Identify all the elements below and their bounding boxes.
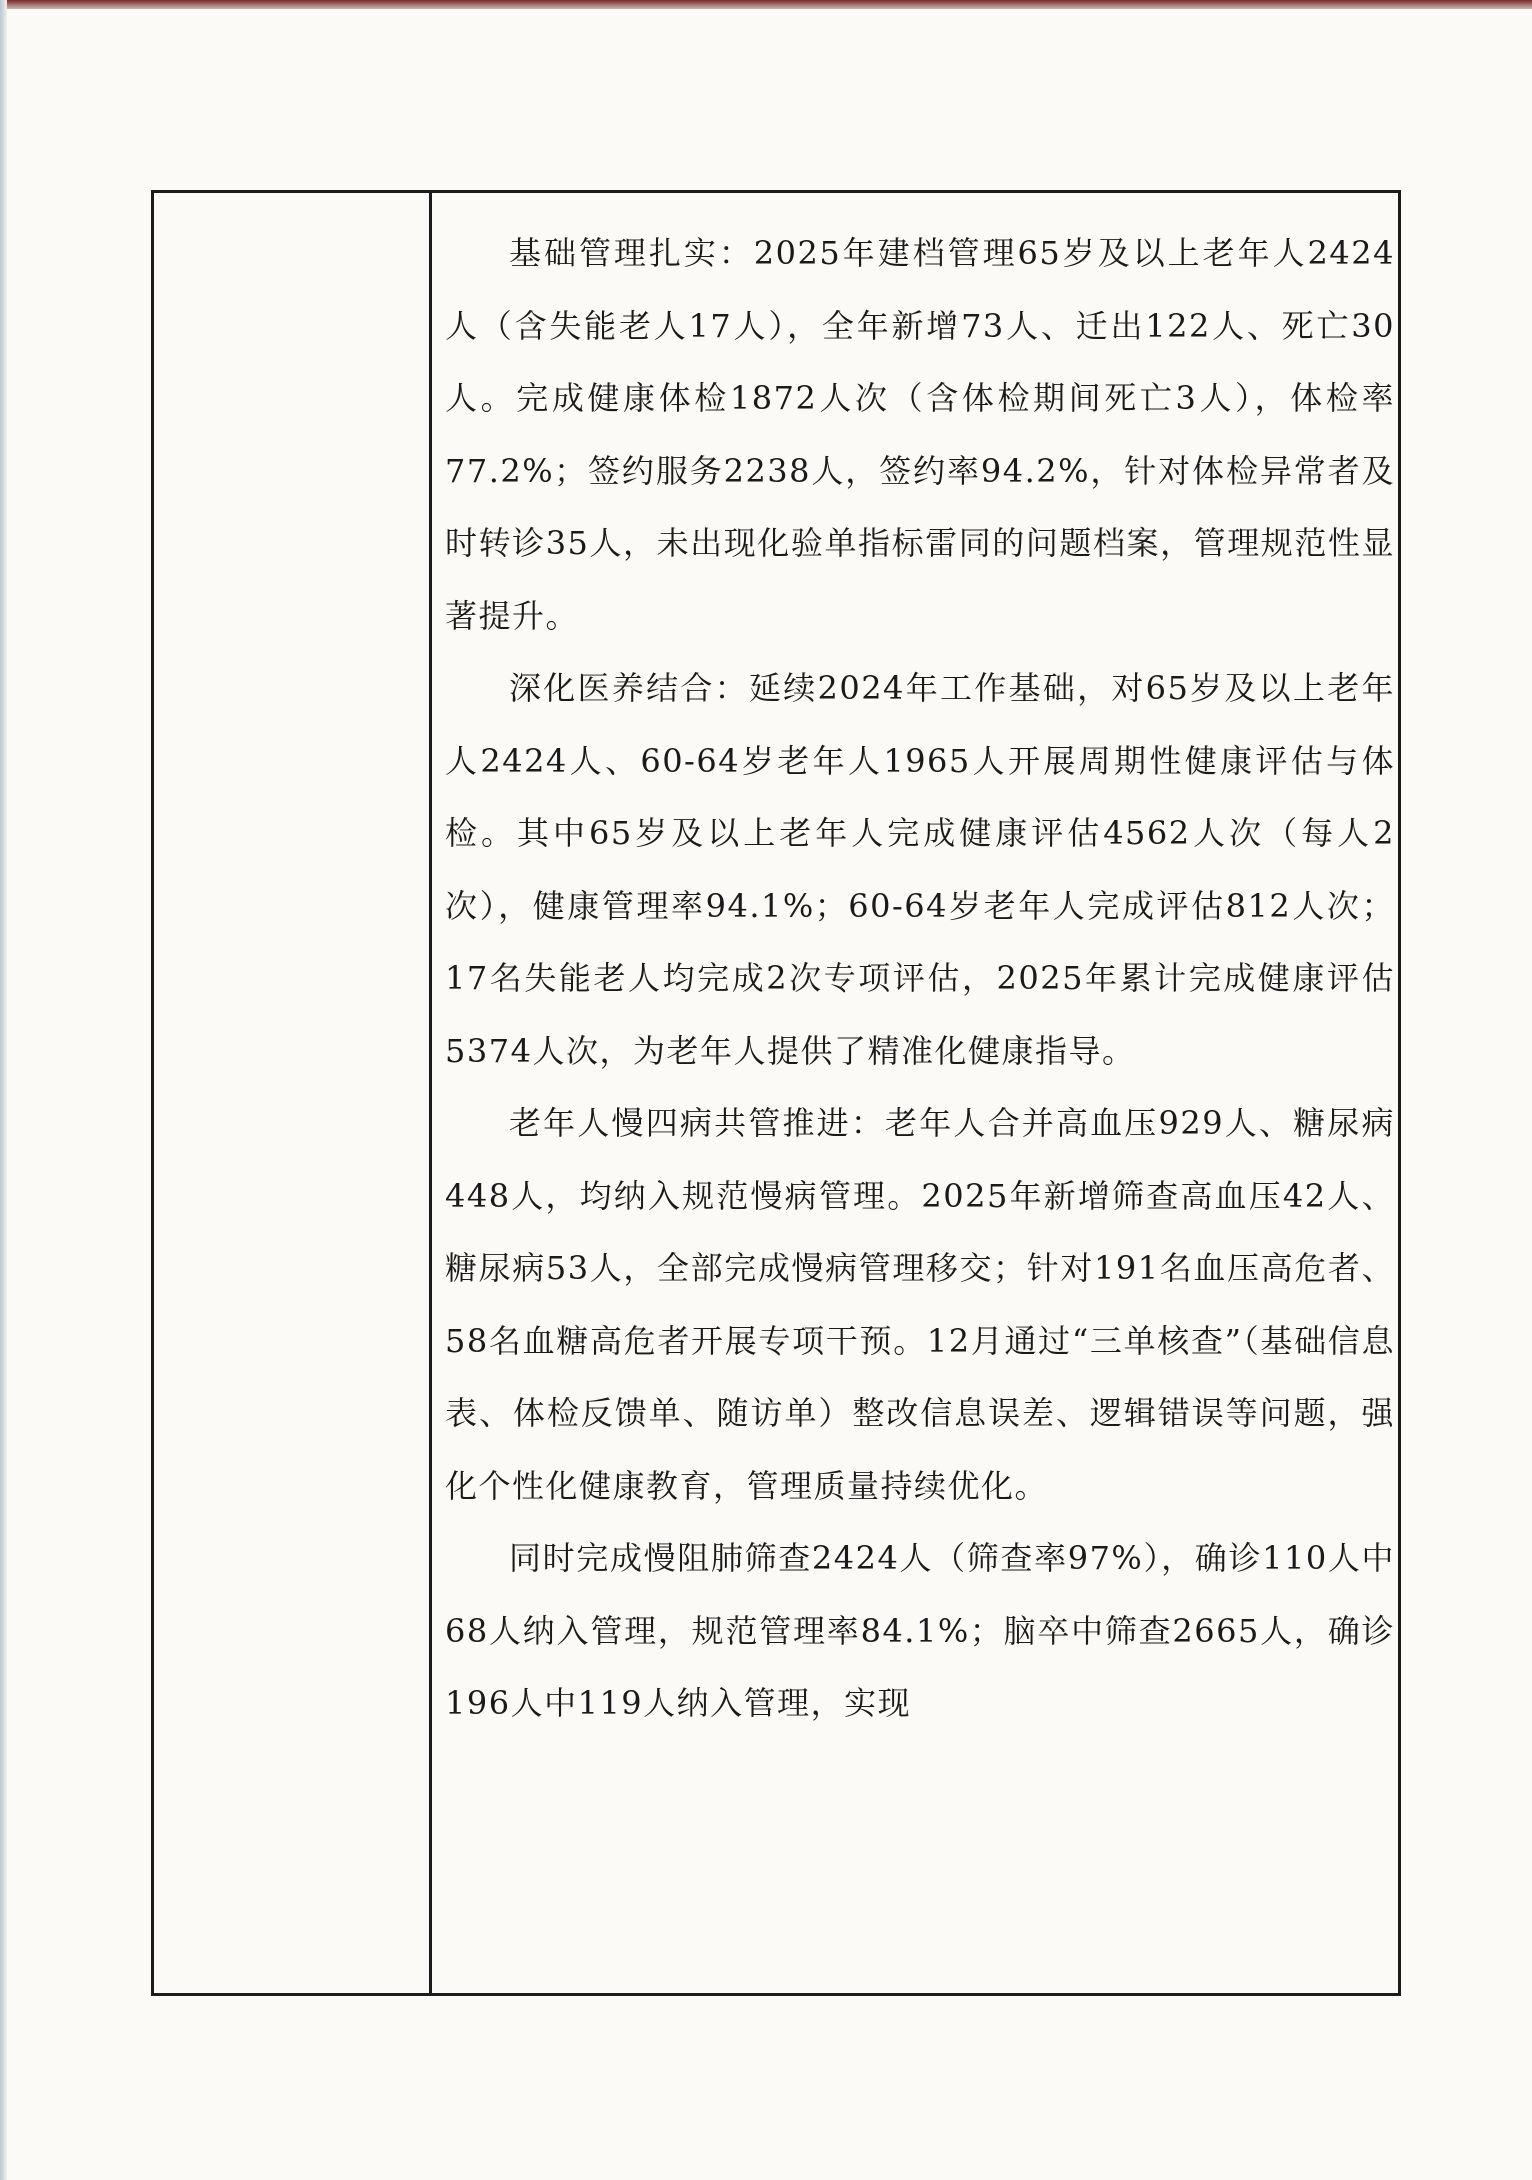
paragraph-screening: 同时完成慢阻肺筛查2424人（筛查率97%），确诊110人中68人纳入管理，规范管理率84.1%；脑卒中筛查2665人，确诊196人中119人纳入管理，实现 (445, 1539, 1395, 1722)
paragraph-basic-management: 基础管理扎实：2025年建档管理65岁及以上老年人2424人（含失能老人17人），全年新增73人、迁出122人、死亡30人。完成健康体检1872人次（含体检期间死亡3人），体检率77.2%；签约服务2238人，签约率94.2%，针对体检异常者及时转诊35人，未出现化验单指标雷同的问题档案，管理规范性显著提升。 (445, 234, 1395, 635)
scan-edge-left (0, 0, 7, 2180)
label-column (154, 193, 432, 1993)
paragraph-medical-elderly-care: 深化医养结合：延续2024年工作基础，对65岁及以上老年人2424人、60-64岁老年人1965人开展周期性健康评估与体检。其中65岁及以上老年人完成健康评估4562人次（每人2次），健康管理率94.1%；60-64岁老年人完成评估812人次；17名失能老人均完成2次专项评估，2025年累计完成健康评估5374人次，为老年人提供了精准化健康指导。 (445, 669, 1395, 1070)
report-table (151, 190, 1401, 1996)
content-cell (445, 217, 1395, 1740)
paragraph-chronic-disease: 老年人慢四病共管推进：老年人合并高血压929人、糖尿病448人，均纳入规范慢病管理。2025年新增筛查高血压42人、糖尿病53人，全部完成慢病管理移交；针对191名血压高危者、58名血糖高危者开展专项干预。12月通过“三单核查”（基础信息表、体检反馈单、随访单）整改信息误差、逻辑错误等问题，强化个性化健康教育，管理质量持续优化。 (445, 1104, 1395, 1505)
scan-edge-top (0, 0, 1532, 9)
